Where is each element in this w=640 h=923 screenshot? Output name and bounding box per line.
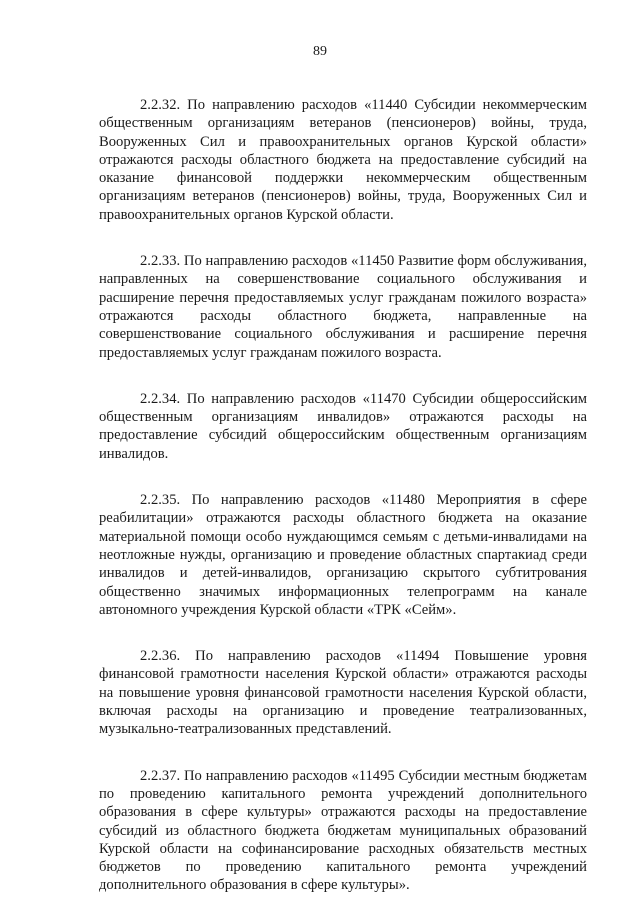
document-body (99, 96, 587, 923)
paragraph-2-2-33: 2.2.33. По направлению расходов «11450 Развитие форм обслуживания, направленных на совершенствование социального обслуживания и расширение перечня предоставляемых услуг гражданам пожилого возраста» отражаются расходы областного бюджета, направленные на совершенствование социального обслуживания и расширение перечня предоставляемых услуг гражданам пожилого возраста. (99, 253, 587, 361)
paragraph-2-2-37: 2.2.37. По направлению расходов «11495 Субсидии местным бюджетам по проведению капитального ремонта учреждений дополнительного образования в сфере культуры» отражаются расходы на предоставление субсидий из областного бюджета бюджетам муниципальных образований Курской области на софинансирование расходных обязательств местных бюджетов по проведению капитального ремонта учреждений дополнительного образования в сфере культуры». (99, 767, 587, 894)
paragraph-2-2-36: 2.2.36. По направлению расходов «11494 Повышение уровня финансовой грамотности населения Курской области» отражаются расходы на повышение уровня финансовой грамотности населения Курской области, включая расходы на организацию и проведение театрализованных, музыкально-театрализованных представлений. (99, 648, 587, 738)
paragraph-2-2-35: 2.2.35. По направлению расходов «11480 Мероприятия в сфере реабилитации» отражаются расходы областного бюджета на оказание материальной помощи особо нуждающимся семьям с детьми-инвалидами на неотложные нужды, организацию и проведение областных спартакиад среди инвалидов и детей-инвалидов, организацию скрытого субтитрования общественно значимых информационных телепрограмм на канале автономного учреждения Курской области «ТРК «Сейм». (99, 492, 587, 618)
paragraph-2-2-34: 2.2.34. По направлению расходов «11470 Субсидии общероссийским общественным организациям инвалидов» отражаются расходы на предоставление субсидий общероссийским общественным организациям инвалидов. (99, 390, 587, 462)
paragraph-2-2-32: 2.2.32. По направлению расходов «11440 Субсидии некоммерческим общественным организациям ветеранов (пенсионеров) войны, труда, Вооруженных Сил и правоохранительных органов Курской области» отражаются расходы областного бюджета на предоставление субсидий на оказание финансовой поддержки некоммерческим общественным организациям ветеранов (пенсионеров) войны, труда, Вооруженных Сил и правоохранительных органов Курской области. (99, 97, 587, 223)
page-number: 89 (313, 44, 327, 59)
